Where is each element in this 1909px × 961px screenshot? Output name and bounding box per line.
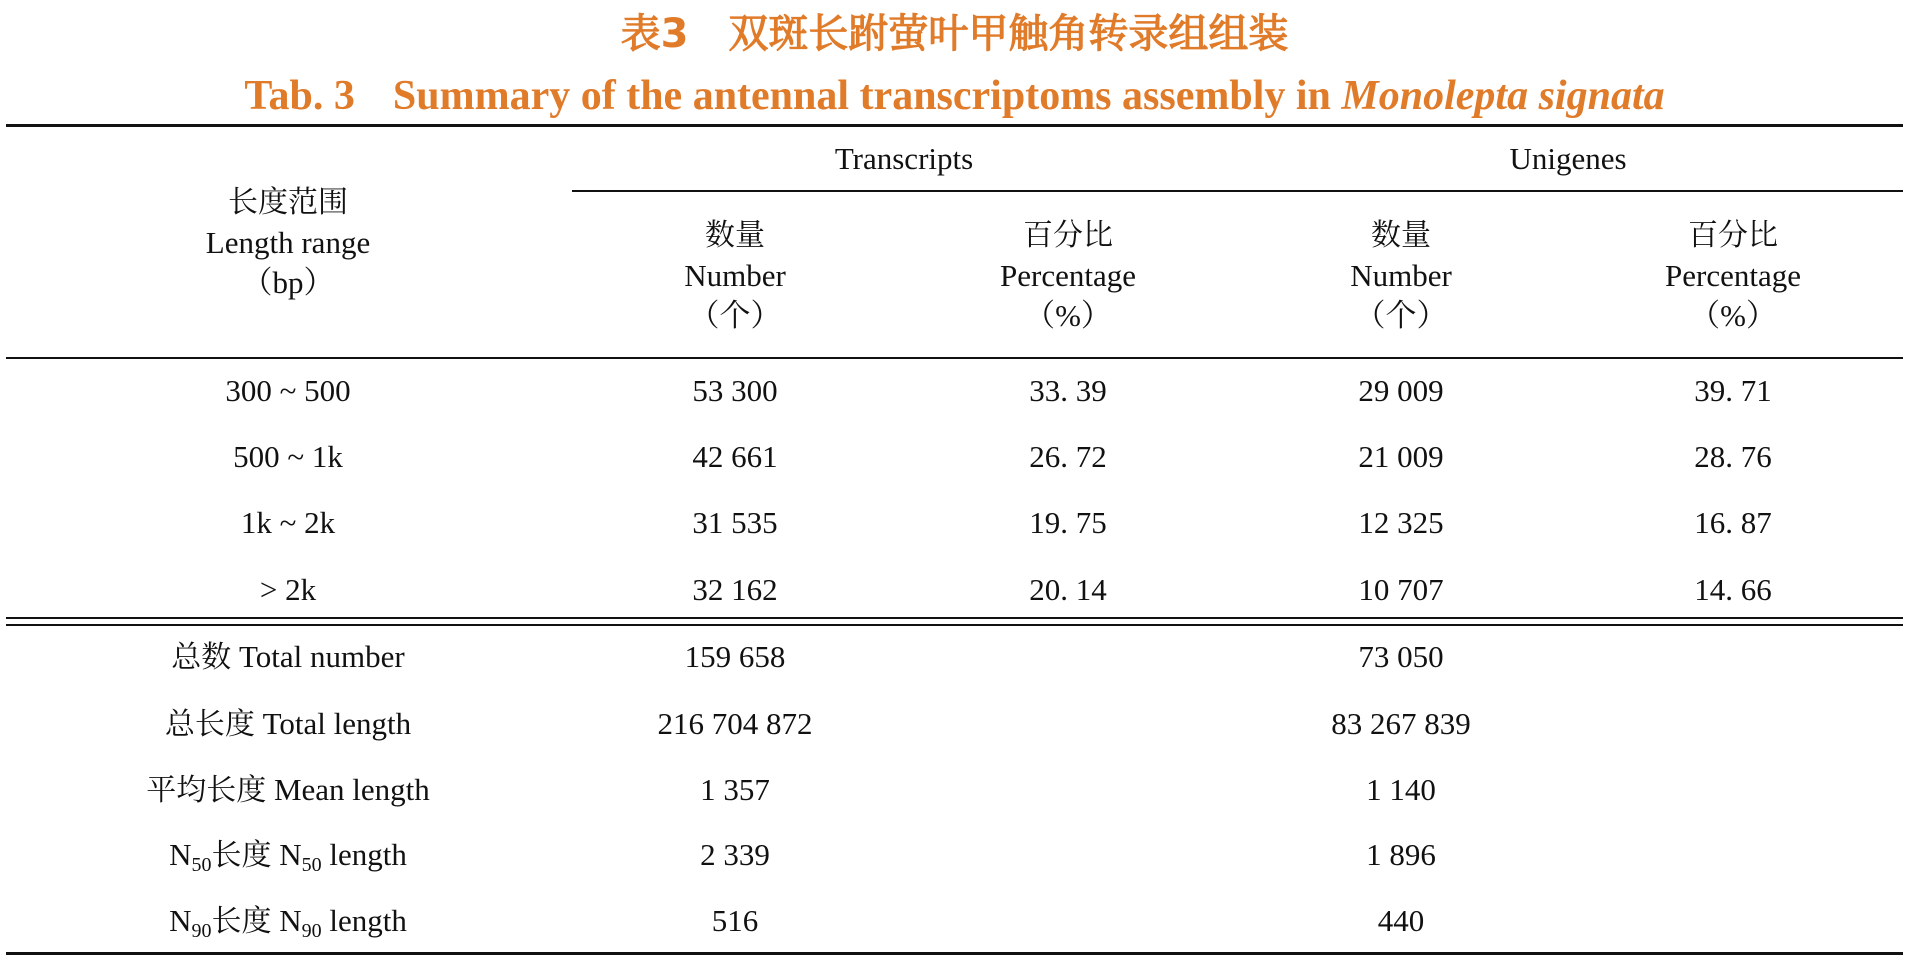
header-transcripts-percentage: 百分比 Percentage （%）	[1000, 218, 1136, 333]
cell-unigenes-number: 73 050	[1358, 639, 1444, 674]
cell-transcripts-percentage: 19. 75	[1029, 505, 1107, 540]
cell-transcripts-number: 31 535	[692, 505, 778, 540]
cell-summary-label: 总长度 Total length	[164, 706, 412, 742]
cell-transcripts-number: 216 704 872	[657, 706, 813, 741]
cell-range: 300 ~ 500	[225, 373, 351, 408]
cell-unigenes-number: 10 707	[1358, 572, 1444, 607]
header-transcripts-number: 数量 Number （个）	[684, 218, 786, 333]
table-number: Tab. 3	[244, 73, 355, 119]
cell-transcripts-number: 159 658	[684, 639, 786, 674]
cell-unigenes-percentage: 39. 71	[1694, 373, 1772, 408]
cell-unigenes-number: 440	[1377, 903, 1425, 938]
cell-unigenes-number: 1 140	[1366, 772, 1436, 807]
cell-summary-label: 总数 Total number	[171, 639, 405, 675]
cell-summary-label: 平均长度 Mean length	[146, 772, 430, 808]
cell-transcripts-number: 2 339	[700, 837, 770, 872]
header-bottom-rule	[6, 357, 1903, 359]
table-title-text: Summary of the antennal transcriptoms assembly in	[392, 73, 1331, 119]
cell-unigenes-number: 21 009	[1358, 439, 1444, 474]
cell-range: 500 ~ 1k	[233, 439, 343, 474]
cell-transcripts-percentage: 26. 72	[1029, 439, 1107, 474]
cell-transcripts-percentage: 20. 14	[1029, 572, 1107, 607]
top-rule	[6, 124, 1903, 127]
cell-transcripts-number: 53 300	[692, 373, 778, 408]
section-rule-upper	[6, 617, 1903, 619]
group-rule	[572, 190, 1903, 192]
header-length-range: 长度范围 Length range （bp）	[205, 185, 371, 300]
header-unigenes-number: 数量 Number （个）	[1350, 218, 1452, 333]
table-title-english	[0, 70, 1909, 122]
cell-unigenes-number: 29 009	[1358, 373, 1444, 408]
section-rule-lower	[6, 624, 1903, 626]
cell-transcripts-number: 32 162	[692, 572, 778, 607]
cell-unigenes-percentage: 28. 76	[1694, 439, 1772, 474]
cell-unigenes-percentage: 14. 66	[1694, 572, 1772, 607]
header-transcripts: Transcripts	[834, 141, 974, 176]
cell-range: 1k ~ 2k	[240, 505, 336, 540]
cell-transcripts-number: 1 357	[700, 772, 770, 807]
cell-summary-label: $N_{50}$长度 $N_{50}$ length	[169, 837, 407, 876]
cell-unigenes-number: 12 325	[1358, 505, 1444, 540]
cell-unigenes-percentage: 16. 87	[1694, 505, 1772, 540]
cell-transcripts-number: 516	[711, 903, 759, 938]
bottom-rule	[6, 952, 1903, 955]
species-name: Monolepta signata	[1341, 73, 1665, 119]
cell-transcripts-percentage: 33. 39	[1029, 373, 1107, 408]
cell-summary-label: $N_{90}$长度 $N_{90}$ length	[169, 903, 407, 942]
cell-unigenes-number: 83 267 839	[1331, 706, 1471, 741]
table-title-chinese: 表3 双斑长跗萤叶甲触角转录组组装	[620, 11, 1289, 57]
cell-unigenes-number: 1 896	[1366, 837, 1436, 872]
header-unigenes-percentage: 百分比 Percentage （%）	[1665, 218, 1801, 333]
cell-range: > 2k	[259, 572, 317, 607]
cell-transcripts-number: 42 661	[692, 439, 778, 474]
header-unigenes: Unigenes	[1509, 141, 1627, 176]
